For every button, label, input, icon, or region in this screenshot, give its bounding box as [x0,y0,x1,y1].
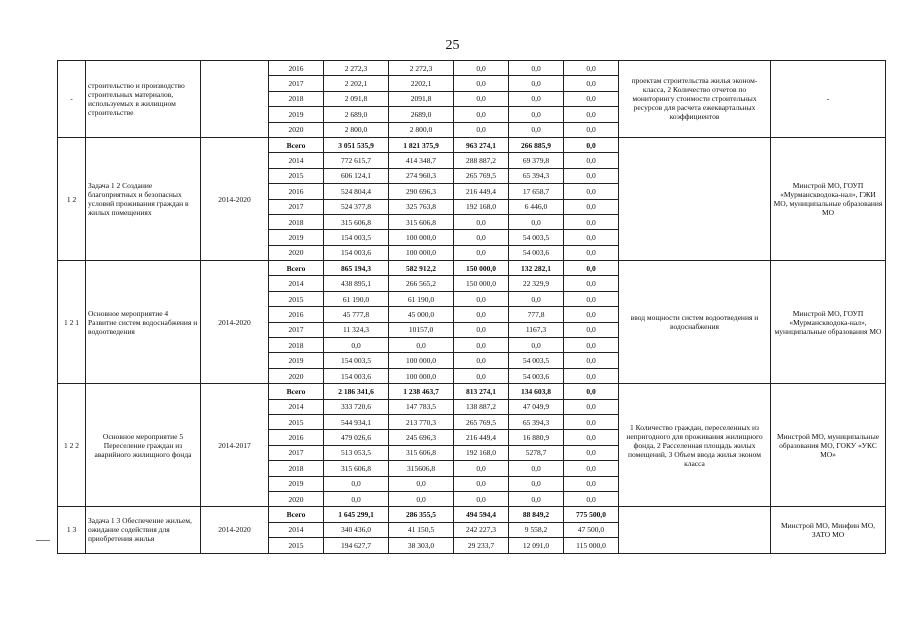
table-row [58,137,886,152]
federal-budget-cell: 0,0 [454,461,509,476]
year-cell: 2015 [269,168,324,183]
regional-budget-cell: 290 696,3 [389,184,454,199]
extrabudgetary-cell: 0,0 [564,61,619,76]
local-budget-cell: 0,0 [509,491,564,506]
total-funding-cell: 3 051 535,9 [324,137,389,152]
regional-budget-cell: 2 272,3 [389,61,454,76]
local-budget-cell: 54 003,6 [509,245,564,260]
federal-budget-cell: 0,0 [454,368,509,383]
year-cell: 2018 [269,91,324,106]
year-cell: 2020 [269,245,324,260]
program-funding-table [57,60,886,554]
extrabudgetary-cell: 0,0 [564,199,619,214]
federal-budget-cell: 0,0 [454,491,509,506]
measure-name-cell: Основное мероприятие 4 Развитие систем водоснабжения и водоотведения [86,261,201,384]
total-funding-cell: 340 436,0 [324,522,389,537]
total-funding-cell: 154 003,6 [324,368,389,383]
year-cell: 2017 [269,322,324,337]
extrabudgetary-cell: 115 000,0 [564,538,619,553]
margin-mark [36,540,50,541]
federal-budget-cell: 0,0 [454,122,509,137]
extrabudgetary-cell: 0,0 [564,76,619,91]
extrabudgetary-cell: 0,0 [564,399,619,414]
year-cell: 2019 [269,353,324,368]
total-funding-cell: 865 194,3 [324,261,389,276]
total-funding-cell: 0,0 [324,338,389,353]
federal-budget-cell: 150 000,0 [454,276,509,291]
federal-budget-cell: 265 769,5 [454,414,509,429]
extrabudgetary-cell: 0,0 [564,276,619,291]
regional-budget-cell: 2202,1 [389,76,454,91]
year-cell: 2014 [269,399,324,414]
local-budget-cell: 88 849,2 [509,507,564,522]
local-budget-cell: 16 880,9 [509,430,564,445]
year-cell: 2015 [269,414,324,429]
regional-budget-cell: 1 821 375,9 [389,137,454,152]
row-number-cell: 1 2 [58,137,86,260]
federal-budget-cell: 216 449,4 [454,184,509,199]
total-funding-cell: 2 186 341,6 [324,384,389,399]
local-budget-cell: 54 003,5 [509,230,564,245]
federal-budget-cell: 0,0 [454,245,509,260]
local-budget-cell: 0,0 [509,476,564,491]
indicators-cell [619,507,771,553]
extrabudgetary-cell: 0,0 [564,430,619,445]
extrabudgetary-cell: 0,0 [564,338,619,353]
measure-name-cell: Основное мероприятие 5 Переселение граждан из аварийного жилищного фонда [86,384,201,507]
regional-budget-cell: 0,0 [389,491,454,506]
local-budget-cell: 0,0 [509,461,564,476]
year-cell: 2017 [269,445,324,460]
total-funding-cell: 154 003,5 [324,230,389,245]
total-funding-cell: 2 091,8 [324,91,389,106]
regional-budget-cell: 414 348,7 [389,153,454,168]
year-cell: 2016 [269,430,324,445]
federal-budget-cell: 0,0 [454,214,509,229]
local-budget-cell: 65 394,3 [509,168,564,183]
executor-cell: Минстрой МО, ГОУП «Мурманскводока-нал», муниципальные образования МО [771,261,886,384]
year-cell: 2017 [269,76,324,91]
local-budget-cell: 0,0 [509,76,564,91]
total-funding-cell: 2 689,0 [324,107,389,122]
extrabudgetary-cell: 0,0 [564,153,619,168]
extrabudgetary-cell: 0,0 [564,414,619,429]
regional-budget-cell: 10157,0 [389,322,454,337]
local-budget-cell: 266 885,9 [509,137,564,152]
measure-name-cell: строительство и производство строительных материалов, используемых в жилищном строительстве [86,61,201,138]
regional-budget-cell: 315 606,8 [389,445,454,460]
federal-budget-cell: 192 168,0 [454,199,509,214]
year-cell: 2014 [269,276,324,291]
year-cell: 2020 [269,122,324,137]
executor-cell: Минстрой МО, муниципальные образования МО, ГОКУ «УКС МО» [771,384,886,507]
extrabudgetary-cell: 0,0 [564,91,619,106]
extrabudgetary-cell: 0,0 [564,476,619,491]
measure-name-cell: Задача 1 3 Обеспечение жильем, ожидание содействия для приобретения жилья [86,507,201,553]
year-cell: Всего [269,384,324,399]
executor-cell: Минстрой МО, ГОУП «Мурманскводока-нал», ГЖИ МО, муниципальные образования МО [771,137,886,260]
year-cell: 2017 [269,199,324,214]
local-budget-cell: 0,0 [509,338,564,353]
federal-budget-cell: 150 000,0 [454,261,509,276]
total-funding-cell: 1 645 299,1 [324,507,389,522]
indicators-cell [619,137,771,260]
year-cell: 2016 [269,184,324,199]
total-funding-cell: 11 324,3 [324,322,389,337]
regional-budget-cell: 61 190,0 [389,291,454,306]
regional-budget-cell: 286 355,5 [389,507,454,522]
extrabudgetary-cell: 0,0 [564,230,619,245]
extrabudgetary-cell: 0,0 [564,184,619,199]
extrabudgetary-cell: 0,0 [564,461,619,476]
regional-budget-cell: 1 238 463,7 [389,384,454,399]
regional-budget-cell: 38 303,0 [389,538,454,553]
total-funding-cell: 154 003,5 [324,353,389,368]
indicators-cell: проектам строительства жилья эконом-класса, 2 Количество отчетов по мониторингу стоимости строительных ресурсов для расчета ежеквартальных коэффициентов [619,61,771,138]
row-number-cell: 1 3 [58,507,86,553]
total-funding-cell: 2 272,3 [324,61,389,76]
regional-budget-cell: 266 565,2 [389,276,454,291]
federal-budget-cell: 288 887,2 [454,153,509,168]
total-funding-cell: 524 377,8 [324,199,389,214]
local-budget-cell: 47 049,9 [509,399,564,414]
total-funding-cell: 544 934,1 [324,414,389,429]
local-budget-cell: 12 091,0 [509,538,564,553]
total-funding-cell: 45 777,8 [324,307,389,322]
local-budget-cell: 65 394,3 [509,414,564,429]
federal-budget-cell: 216 449,4 [454,430,509,445]
extrabudgetary-cell: 0,0 [564,245,619,260]
total-funding-cell: 315 606,8 [324,214,389,229]
federal-budget-cell: 0,0 [454,353,509,368]
federal-budget-cell: 0,0 [454,230,509,245]
local-budget-cell: 6 446,0 [509,199,564,214]
year-cell: 2018 [269,338,324,353]
regional-budget-cell: 315606,8 [389,461,454,476]
local-budget-cell: 17 658,7 [509,184,564,199]
extrabudgetary-cell: 0,0 [564,261,619,276]
extrabudgetary-cell: 0,0 [564,214,619,229]
total-funding-cell: 438 895,1 [324,276,389,291]
total-funding-cell: 606 124,1 [324,168,389,183]
regional-budget-cell: 100 000,0 [389,245,454,260]
total-funding-cell: 61 190,0 [324,291,389,306]
federal-budget-cell: 265 769,5 [454,168,509,183]
federal-budget-cell: 813 274,1 [454,384,509,399]
federal-budget-cell: 0,0 [454,91,509,106]
local-budget-cell: 69 379,8 [509,153,564,168]
regional-budget-cell: 2091,8 [389,91,454,106]
table-row [58,261,886,276]
regional-budget-cell: 45 000,0 [389,307,454,322]
total-funding-cell: 154 003,6 [324,245,389,260]
local-budget-cell: 132 282,1 [509,261,564,276]
total-funding-cell: 194 627,7 [324,538,389,553]
regional-budget-cell: 2689,0 [389,107,454,122]
total-funding-cell: 0,0 [324,476,389,491]
extrabudgetary-cell: 0,0 [564,137,619,152]
federal-budget-cell: 0,0 [454,476,509,491]
regional-budget-cell: 245 696,3 [389,430,454,445]
local-budget-cell: 0,0 [509,291,564,306]
regional-budget-cell: 315 606,8 [389,214,454,229]
local-budget-cell: 777,8 [509,307,564,322]
page-number: 25 [445,38,460,53]
row-number-cell: - [58,61,86,138]
executor-cell: Минстрой МО, Минфин МО, ЗАТО МО [771,507,886,553]
federal-budget-cell: 0,0 [454,107,509,122]
regional-budget-cell: 0,0 [389,338,454,353]
extrabudgetary-cell: 0,0 [564,445,619,460]
period-cell: 2014-2020 [201,137,269,260]
extrabudgetary-cell: 0,0 [564,168,619,183]
federal-budget-cell: 0,0 [454,61,509,76]
regional-budget-cell: 100 000,0 [389,230,454,245]
extrabudgetary-cell: 0,0 [564,307,619,322]
extrabudgetary-cell: 0,0 [564,322,619,337]
federal-budget-cell: 0,0 [454,322,509,337]
year-cell: 2016 [269,61,324,76]
regional-budget-cell: 100 000,0 [389,368,454,383]
period-cell: 2014-2020 [201,507,269,553]
year-cell: 2015 [269,291,324,306]
year-cell: 2019 [269,476,324,491]
total-funding-cell: 315 606,8 [324,461,389,476]
year-cell: Всего [269,261,324,276]
federal-budget-cell: 0,0 [454,307,509,322]
year-cell: 2015 [269,538,324,553]
indicators-cell: ввод мощности систем водоотведения и водоснабжения [619,261,771,384]
table-row [58,61,886,76]
total-funding-cell: 0,0 [324,491,389,506]
federal-budget-cell: 0,0 [454,338,509,353]
period-cell [201,61,269,138]
table-row [58,507,886,522]
executor-cell: - [771,61,886,138]
total-funding-cell: 479 026,6 [324,430,389,445]
total-funding-cell: 513 053,5 [324,445,389,460]
year-cell: Всего [269,507,324,522]
period-cell: 2014-2020 [201,261,269,384]
regional-budget-cell: 213 770,3 [389,414,454,429]
extrabudgetary-cell: 0,0 [564,368,619,383]
federal-budget-cell: 0,0 [454,76,509,91]
regional-budget-cell: 325 763,8 [389,199,454,214]
extrabudgetary-cell: 0,0 [564,107,619,122]
year-cell: 2016 [269,307,324,322]
local-budget-cell: 22 329,9 [509,276,564,291]
regional-budget-cell: 582 912,2 [389,261,454,276]
row-number-cell: 1 2 1 [58,261,86,384]
extrabudgetary-cell: 0,0 [564,353,619,368]
federal-budget-cell: 138 887,2 [454,399,509,414]
period-cell: 2014-2017 [201,384,269,507]
local-budget-cell: 0,0 [509,122,564,137]
extrabudgetary-cell: 0,0 [564,122,619,137]
regional-budget-cell: 0,0 [389,476,454,491]
local-budget-cell: 134 603,8 [509,384,564,399]
year-cell: 2019 [269,107,324,122]
federal-budget-cell: 0,0 [454,291,509,306]
local-budget-cell: 54 003,5 [509,353,564,368]
measure-name-cell: Задача 1 2 Создание благоприятных и безопасных условий проживания граждан в жилых помещениях [86,137,201,260]
total-funding-cell: 2 800,0 [324,122,389,137]
local-budget-cell: 1167,3 [509,322,564,337]
indicators-cell: 1 Количество граждан, переселенных из непригодного для проживания жилищного фонда, 2 Расселенная площадь жилых помещений, 3 Объем ввода жилья эконом класса [619,384,771,507]
local-budget-cell: 0,0 [509,107,564,122]
regional-budget-cell: 41 150,5 [389,522,454,537]
extrabudgetary-cell: 47 500,0 [564,522,619,537]
total-funding-cell: 333 720,6 [324,399,389,414]
local-budget-cell: 54 003,6 [509,368,564,383]
extrabudgetary-cell: 0,0 [564,291,619,306]
table-row [58,384,886,399]
total-funding-cell: 2 202,1 [324,76,389,91]
year-cell: 2020 [269,491,324,506]
federal-budget-cell: 242 227,3 [454,522,509,537]
local-budget-cell: 0,0 [509,214,564,229]
total-funding-cell: 524 804,4 [324,184,389,199]
federal-budget-cell: 192 168,0 [454,445,509,460]
year-cell: 2018 [269,461,324,476]
total-funding-cell: 772 615,7 [324,153,389,168]
federal-budget-cell: 494 594,4 [454,507,509,522]
year-cell: Всего [269,137,324,152]
extrabudgetary-cell: 775 500,0 [564,507,619,522]
row-number-cell: 1 2 2 [58,384,86,507]
federal-budget-cell: 29 233,7 [454,538,509,553]
local-budget-cell: 9 558,2 [509,522,564,537]
regional-budget-cell: 147 783,5 [389,399,454,414]
extrabudgetary-cell: 0,0 [564,384,619,399]
year-cell: 2014 [269,522,324,537]
regional-budget-cell: 2 800,0 [389,122,454,137]
extrabudgetary-cell: 0,0 [564,491,619,506]
regional-budget-cell: 100 000,0 [389,353,454,368]
local-budget-cell: 0,0 [509,91,564,106]
year-cell: 2019 [269,230,324,245]
year-cell: 2014 [269,153,324,168]
local-budget-cell: 0,0 [509,61,564,76]
federal-budget-cell: 963 274,1 [454,137,509,152]
year-cell: 2020 [269,368,324,383]
year-cell: 2018 [269,214,324,229]
regional-budget-cell: 274 960,3 [389,168,454,183]
local-budget-cell: 5278,7 [509,445,564,460]
